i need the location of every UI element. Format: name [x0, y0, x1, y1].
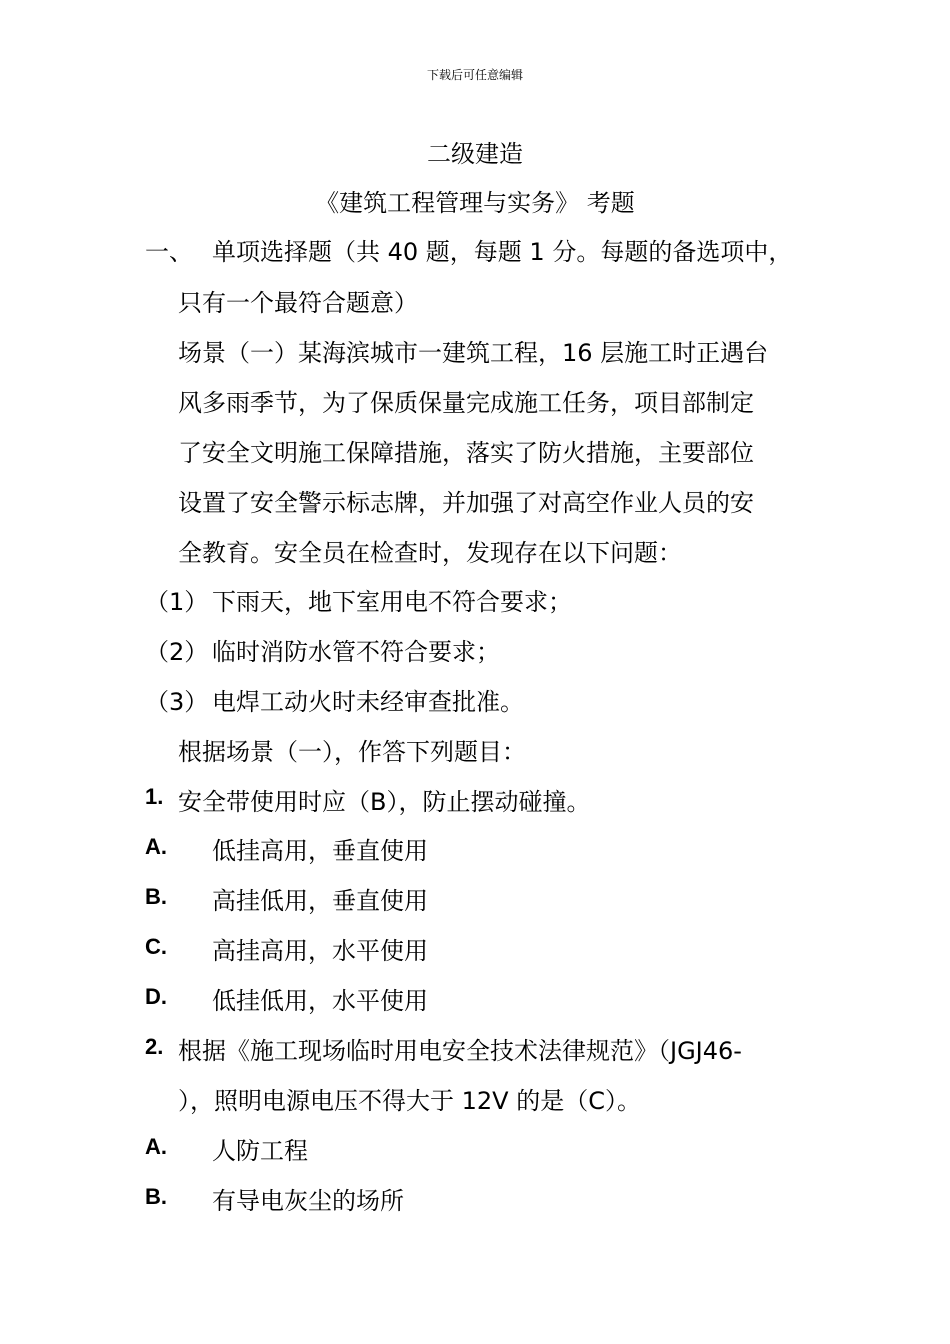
option-text: 高挂低用，垂直使用	[212, 887, 428, 915]
option-label: B.	[145, 1184, 167, 1209]
section-heading-line1: 单项选择题（共 40 题，每题 1 分。每题的备选项中，	[212, 238, 793, 266]
question-text: 根据《施工现场临时用电安全技术法律规范》（JGJ46-	[178, 1037, 742, 1065]
section-heading-line2: 只有一个最符合题意）	[178, 289, 418, 317]
issue-text: 下雨天，地下室用电不符合要求；	[212, 588, 572, 616]
question-number: 1.	[145, 784, 164, 809]
scenario-line: 了安全文明施工保障措施，落实了防火措施，主要部位	[178, 439, 754, 467]
option-text: 高挂高用，水平使用	[212, 937, 428, 965]
document-subtitle: 《建筑工程管理与实务》 考题	[315, 189, 635, 217]
document-title: 二级建造	[427, 140, 523, 168]
question-text: ），照明电源电压不得大于 12V 的是（C）。	[178, 1087, 641, 1115]
option-text: 人防工程	[212, 1137, 308, 1165]
question-number: 2.	[145, 1034, 164, 1059]
option-text: 有导电灰尘的场所	[212, 1187, 404, 1215]
section-number: 一、	[145, 238, 193, 266]
issue-text: 电焊工动火时未经审查批准。	[212, 688, 524, 716]
scenario-line: 场景（一）某海滨城市一建筑工程，16 层施工时正遇台	[178, 339, 769, 367]
option-label: D.	[145, 984, 167, 1009]
option-text: 低挂低用，水平使用	[212, 987, 428, 1015]
option-text: 低挂高用，垂直使用	[212, 837, 428, 865]
issue-number: （3）	[145, 688, 209, 716]
scenario-line: 设置了安全警示标志牌，并加强了对高空作业人员的安	[178, 489, 754, 517]
issue-number: （2）	[145, 638, 209, 666]
option-label: B.	[145, 884, 167, 909]
scenario-line: 风多雨季节，为了保质保量完成施工任务，项目部制定	[178, 389, 754, 417]
issue-text: 临时消防水管不符合要求；	[212, 638, 500, 666]
option-label: A.	[145, 1134, 167, 1159]
option-label: C.	[145, 934, 167, 959]
scenario-line: 全教育。安全员在检查时，发现存在以下问题：	[178, 539, 682, 567]
option-label: A.	[145, 834, 167, 859]
issue-number: （1）	[145, 588, 209, 616]
scenario-prompt: 根据场景（一），作答下列题目：	[178, 738, 526, 766]
header-note: 下载后可任意编辑	[426, 68, 523, 82]
question-text: 安全带使用时应（B），防止摆动碰撞。	[178, 788, 591, 816]
